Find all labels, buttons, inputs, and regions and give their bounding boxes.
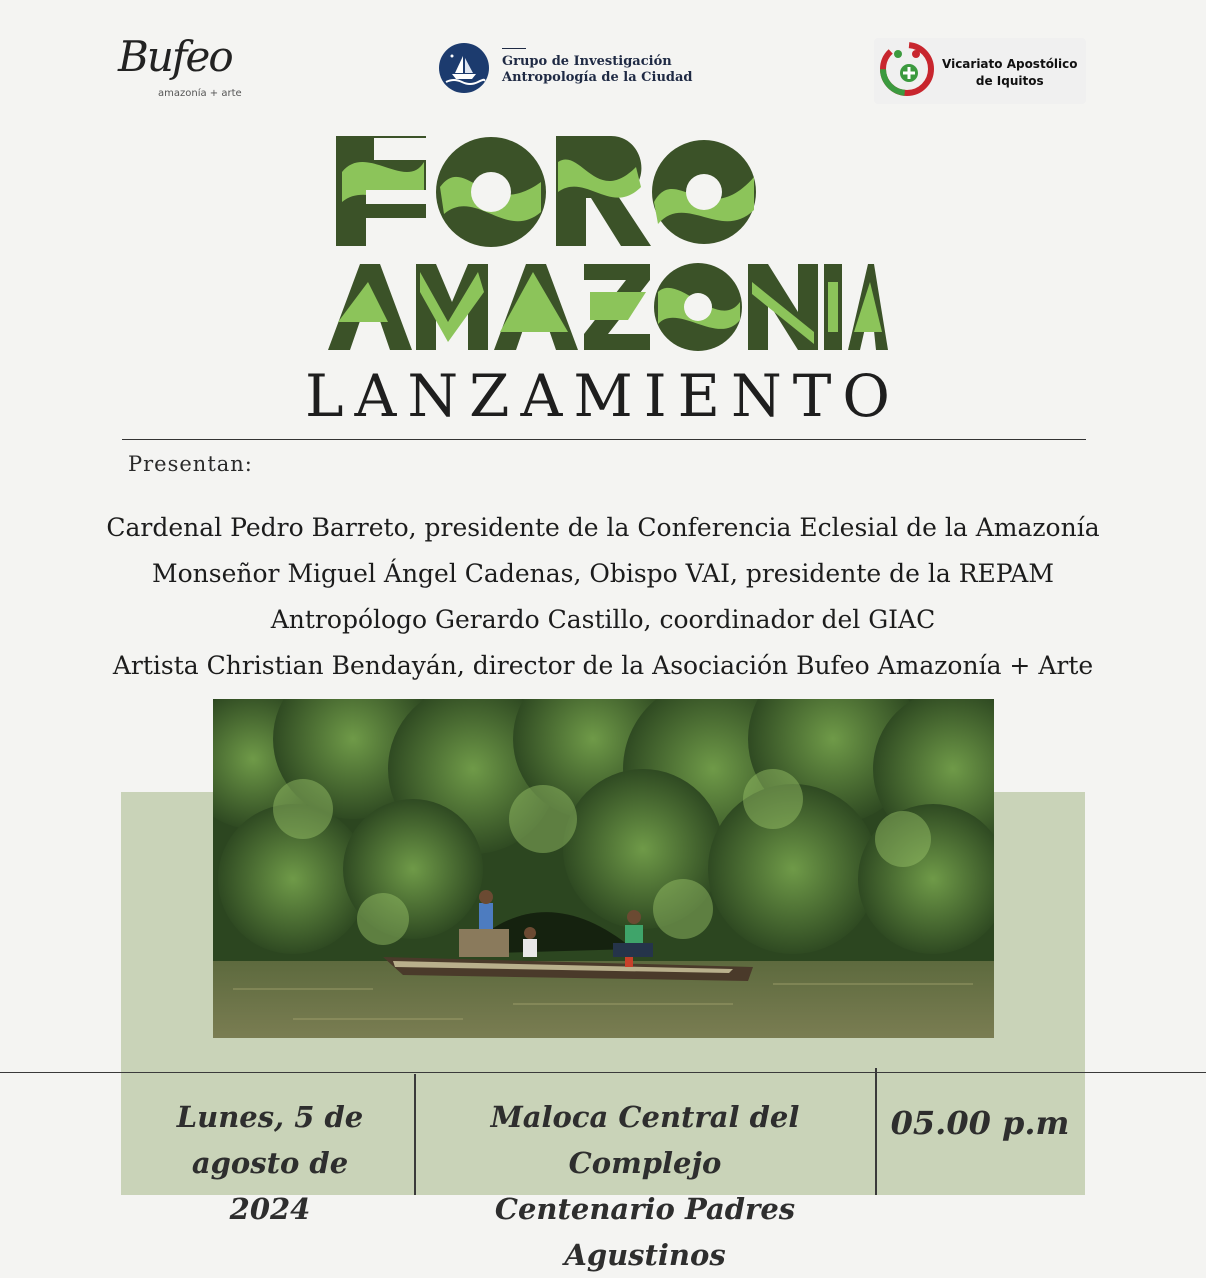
ship-emblem-icon	[438, 42, 490, 94]
river-jungle-photo	[213, 699, 994, 1038]
bufeo-logo-script: Bufeo	[118, 32, 232, 81]
vicariato-logo-text	[942, 56, 1078, 90]
bufeo-logo-subtitle: amazonía + arte	[158, 88, 242, 99]
event-date	[150, 1094, 390, 1232]
event-time: 05.00 p.m	[890, 1104, 1070, 1142]
lanzamiento-heading: LANZAMIENTO	[305, 362, 901, 430]
presenter-line: Cardenal Pedro Barreto, presidente de la Conferencia Eclesial de la Amazonía	[106, 513, 1100, 542]
presenters-list	[80, 505, 1126, 689]
grupo-logo-text	[502, 54, 693, 86]
grupo-investigacion-logo	[438, 40, 698, 100]
presenter-line: Antropólogo Gerardo Castillo, coordinador del GIAC	[270, 605, 936, 634]
bufeo-logo	[118, 30, 248, 110]
presentan-label: Presentan:	[128, 452, 253, 476]
grupo-logo-line1: Grupo de Investigación	[502, 54, 672, 69]
presenter-line: Artista Christian Bendayán, director de la Asociación Bufeo Amazonía + Arte	[112, 651, 1094, 680]
grupo-logo-line2: Antropología de la Ciudad	[502, 70, 693, 85]
event-date-line2: agosto de 2024	[191, 1146, 349, 1226]
event-location-line2: Centenario Padres Agustinos	[494, 1192, 796, 1272]
column-divider	[414, 1074, 416, 1195]
vicariato-logo-line2: de Iquitos	[975, 74, 1044, 88]
bottom-divider	[0, 1072, 1206, 1073]
column-divider	[875, 1068, 877, 1195]
event-date-line1: Lunes, 5 de	[176, 1100, 364, 1134]
hearts-cross-icon	[878, 40, 936, 98]
amazonia-title-graphic	[328, 262, 888, 352]
foro-title-graphic	[336, 132, 756, 250]
event-location	[430, 1094, 860, 1278]
event-location-line1: Maloca Central del Complejo	[490, 1100, 800, 1180]
title-divider	[122, 439, 1086, 440]
vicariato-logo-line1: Vicariato Apostólico	[942, 57, 1078, 71]
grupo-logo-rule	[502, 48, 526, 49]
vicariato-logo	[874, 38, 1086, 104]
presenter-line: Monseñor Miguel Ángel Cadenas, Obispo VAI, presidente de la REPAM	[152, 559, 1054, 588]
